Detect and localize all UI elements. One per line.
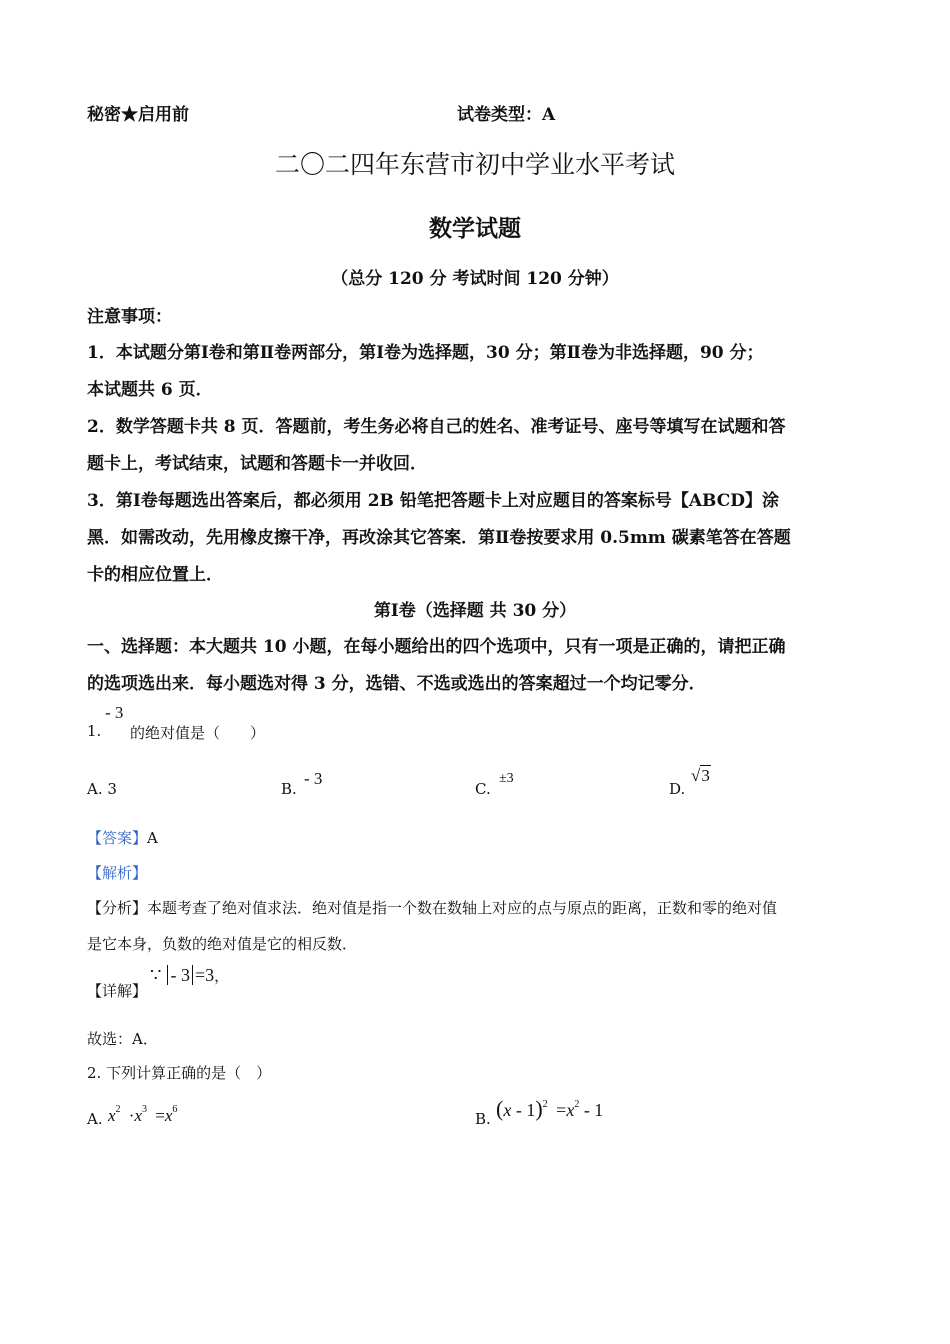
- q2-stem: 2. 下列计算正确的是（ ）: [87, 1064, 272, 1082]
- detail-expr: [150, 965, 229, 986]
- answer-value: A: [147, 829, 158, 847]
- detail-tag: 【详解】: [87, 982, 148, 1000]
- q1-expr: - 3: [105, 703, 124, 722]
- detail-comma: ，: [214, 969, 230, 985]
- q1-stem: 的绝对值是（ ）: [130, 724, 266, 742]
- sqrt-radicand: 3: [701, 766, 710, 785]
- fenxi-line: 是它本身，负数的绝对值是它的相反数．: [87, 935, 358, 953]
- answer-tag: 【答案】: [87, 829, 148, 847]
- notice-line: 黑．如需改动，先用橡皮擦干净，再改涂其它答案．第Ⅱ卷按要求用 0.5mm 碳素笔答在答题: [87, 528, 791, 548]
- q2-option-b-expr: $(x - 1)^2 =x^2 - 1$: [496, 1096, 604, 1121]
- notice-line: 本试题共 6 页．: [87, 380, 213, 400]
- q1-number: 1.: [87, 722, 102, 740]
- q1-option-c-expr: ±3: [499, 771, 514, 786]
- notice-line: 题卡上，考试结束，试题和答题卡一并收回．: [87, 454, 427, 474]
- q1-option-b-expr: - 3: [304, 769, 323, 788]
- abs-value: - 3: [167, 965, 193, 985]
- q1-option-d-expr: [691, 766, 711, 786]
- notice-line: 2．数学答题卡共 8 页．答题前，考生务必将自己的姓名、准考证号、座号等填写在试题和答: [87, 417, 786, 437]
- q2-option-a-label: A.: [87, 1110, 103, 1128]
- exam-subtitle: 数学试题: [429, 215, 521, 242]
- fenxi-line: 【分析】本题考查了绝对值求法．绝对值是指一个数在数轴上对应的点与原点的距离，正数和零的绝对值: [87, 899, 778, 917]
- score-time: （总分 120 分 考试时间 120 分钟）: [331, 269, 619, 289]
- part1-heading: 第Ⅰ卷（选择题 共 30 分）: [373, 601, 577, 621]
- because-symbol: ∵: [150, 965, 162, 985]
- q2-option-a-expr: $x^2 \cdot x^3 =x^6$: [108, 1104, 178, 1125]
- detail-equals: =3: [194, 965, 215, 985]
- notice-heading: 注意事项：: [87, 307, 172, 327]
- q1-option-d-label: D.: [669, 780, 686, 798]
- notice-line: 3．第Ⅰ卷每题选出答案后，都必须用 2B 铅笔把答题卡上对应题目的答案标号【ABCD】涂: [87, 491, 779, 511]
- exam-title: 二〇二四年东营市初中学业水平考试: [274, 150, 675, 179]
- part1-intro-line: 一、选择题：本大题共 10 小题，在每小题给出的四个选项中，只有一项是正确的，请把正确: [87, 637, 786, 657]
- q1-option-b-label: B.: [281, 780, 297, 798]
- q1-option-a: A. 3: [87, 780, 117, 798]
- q1-choose: 故选：A．: [87, 1030, 158, 1048]
- part1-intro-line: 的选项选出来．每小题选对得 3 分，选错、不选或选出的答案超过一个均记零分．: [87, 674, 706, 694]
- sqrt-icon: √: [691, 766, 701, 785]
- analysis-tag: 【解析】: [87, 864, 148, 882]
- notice-line: 1．本试题分第Ⅰ卷和第Ⅱ卷两部分，第Ⅰ卷为选择题，30 分；第Ⅱ卷为非选择题，90 分；: [87, 343, 764, 363]
- q1-option-c-label: C.: [475, 780, 491, 798]
- q2-option-b-label: B.: [475, 1110, 491, 1128]
- notice-line: 卡的相应位置上．: [87, 565, 223, 585]
- paper-type-label: 试卷类型：A: [457, 105, 556, 125]
- secret-label: 秘密★启用前: [87, 105, 189, 125]
- q1-answer-line: [87, 827, 158, 848]
